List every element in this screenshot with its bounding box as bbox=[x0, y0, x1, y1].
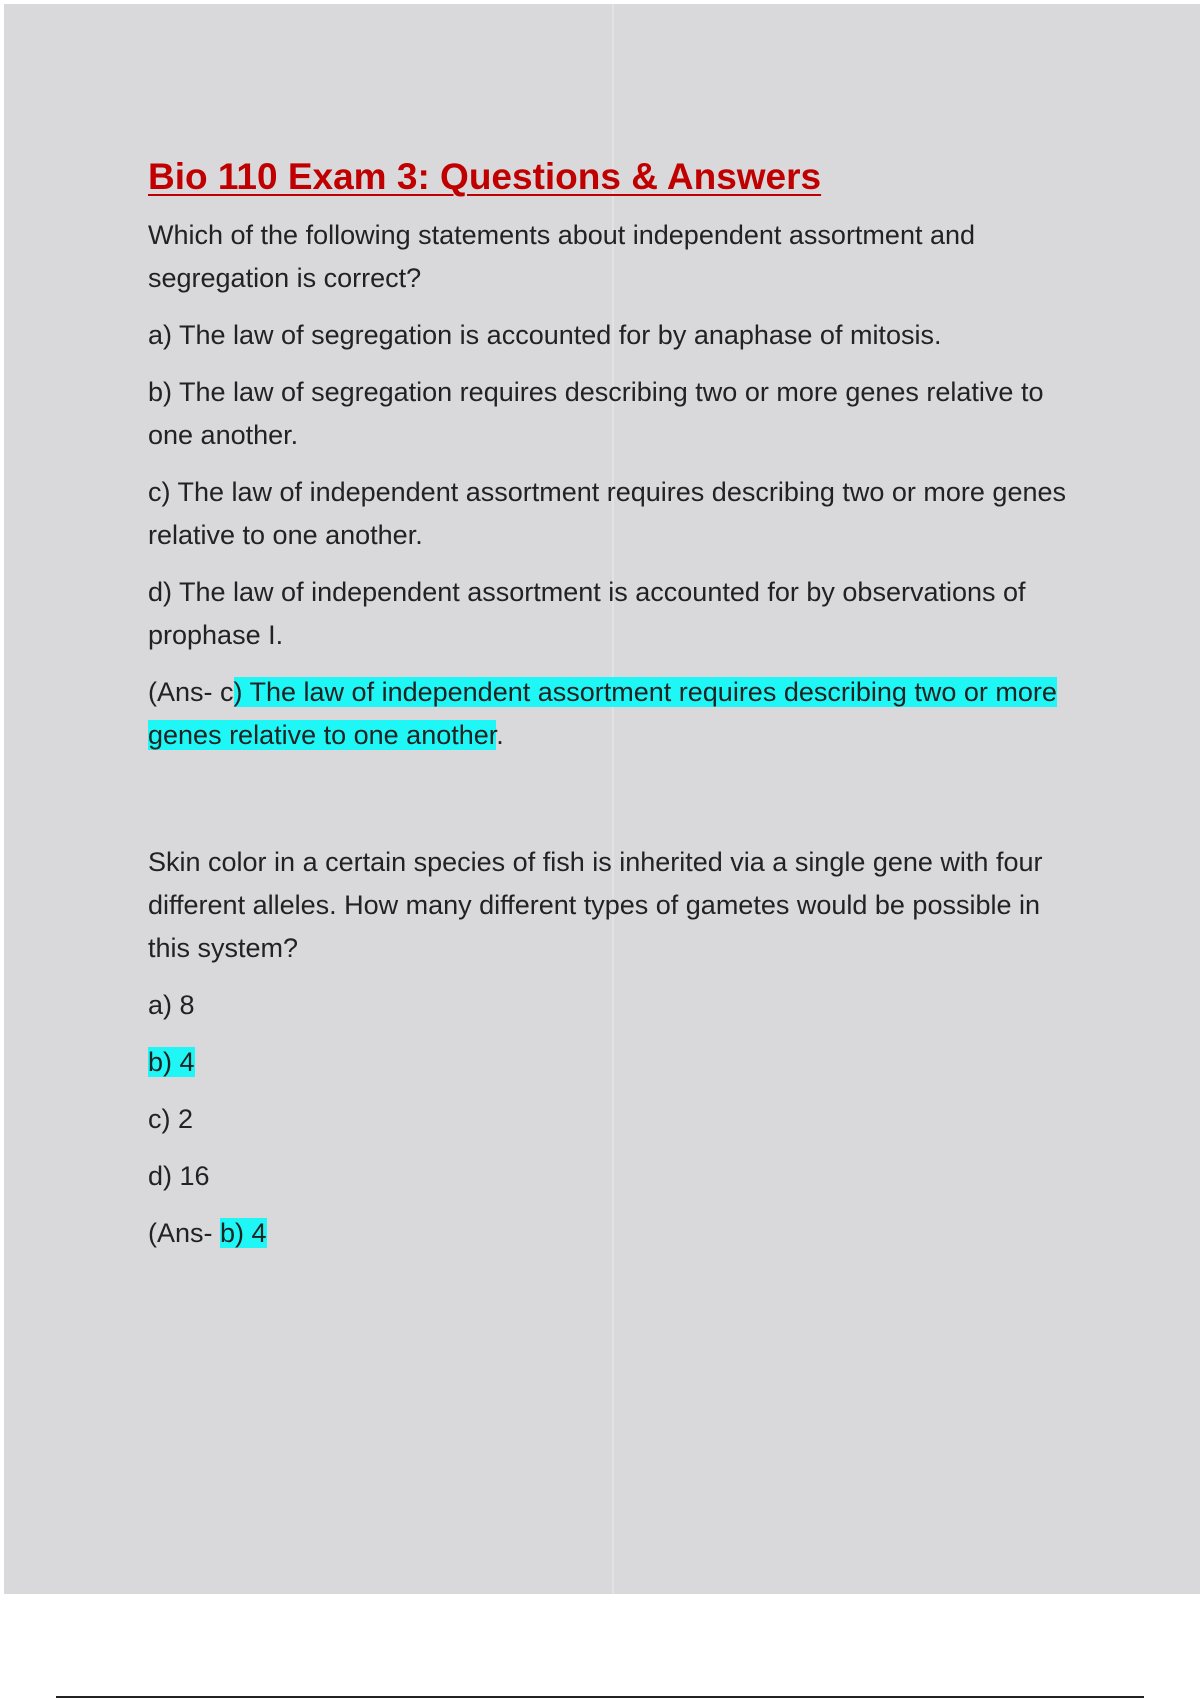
option-label: a) 8 bbox=[148, 990, 195, 1020]
question-1-option-c bbox=[148, 471, 1088, 557]
option-label: a) The law of segregation is accounted for by anaphase of mitosis. bbox=[148, 320, 942, 350]
question-2-answer bbox=[148, 1212, 1088, 1255]
question-1-answer bbox=[148, 671, 1088, 757]
question-2-text: Skin color in a certain species of fish is inherited via a single gene with four different alleles. How many different types of gametes would be possible in this system? bbox=[148, 847, 1043, 963]
question-1-option-a bbox=[148, 314, 1088, 357]
question-1-option-d bbox=[148, 571, 1088, 657]
answer-highlighted-text: ) The law of independent assortment requires describing two or more genes relative to one another bbox=[148, 677, 1057, 750]
footer-divider bbox=[56, 1696, 1144, 1698]
option-label-highlighted: b) 4 bbox=[148, 1047, 195, 1077]
question-2-option-c bbox=[148, 1098, 1088, 1141]
question-1-text: Which of the following statements about independent assortment and segregation is correct? bbox=[148, 220, 976, 293]
question-2-option-d bbox=[148, 1155, 1088, 1198]
document-content bbox=[148, 152, 1088, 1269]
option-label: d) 16 bbox=[148, 1161, 210, 1191]
answer-prefix: (Ans- bbox=[148, 1218, 221, 1248]
option-label: c) The law of independent assortment requires describing two or more genes relative to one another. bbox=[148, 477, 1066, 550]
question-2-option-a bbox=[148, 984, 1088, 1027]
question-spacer bbox=[148, 771, 1088, 841]
answer-prefix: (Ans- c bbox=[148, 677, 234, 707]
answer-highlighted-text: b) 4 bbox=[220, 1218, 267, 1248]
option-label: d) The law of independent assortment is accounted for by observations of prophase I. bbox=[148, 577, 1026, 650]
document-title: Bio 110 Exam 3: Questions & Answers bbox=[148, 156, 822, 197]
question-2-option-b bbox=[148, 1041, 1088, 1084]
answer-suffix: . bbox=[496, 720, 504, 750]
option-label: b) The law of segregation requires describing two or more genes relative to one another. bbox=[148, 377, 1044, 450]
question-1-option-b bbox=[148, 371, 1088, 457]
option-label: c) 2 bbox=[148, 1104, 194, 1134]
